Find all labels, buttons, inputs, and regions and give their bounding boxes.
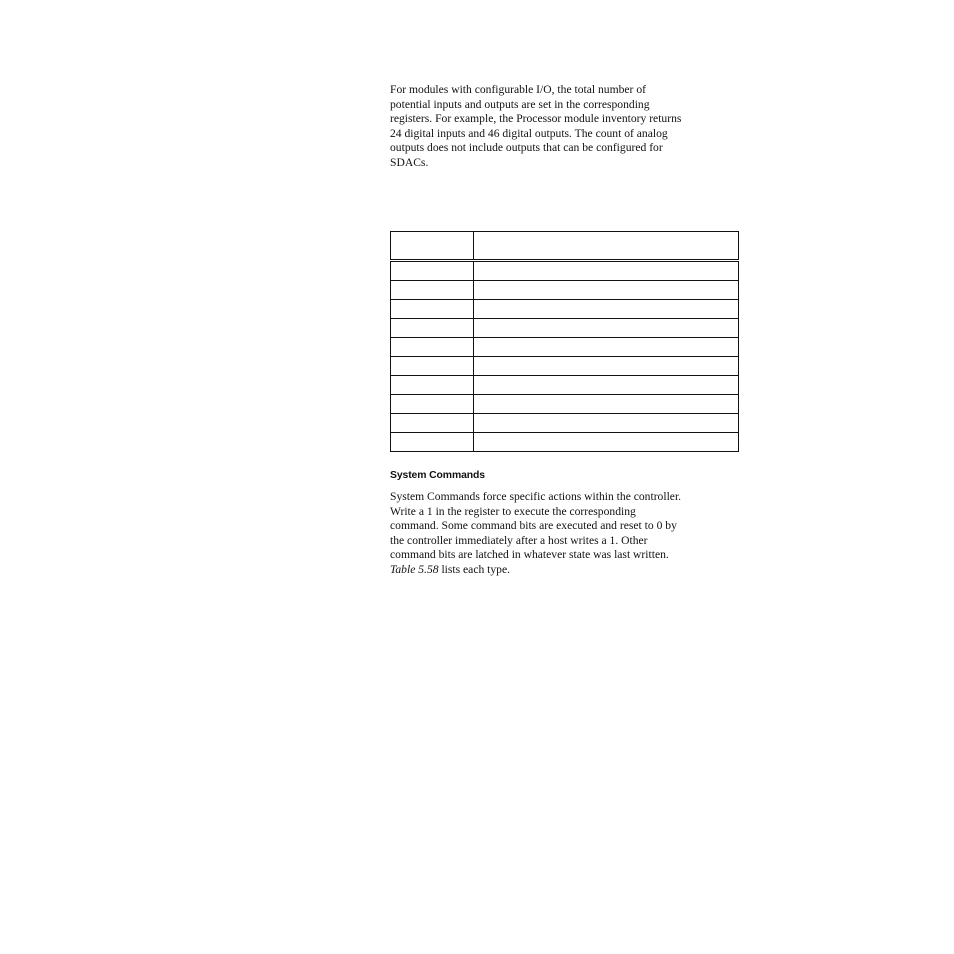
table-cell — [474, 414, 739, 433]
table-reference-suffix: lists each type. — [438, 562, 511, 576]
table-cell — [391, 300, 474, 319]
table-cell — [474, 395, 739, 414]
register-table — [390, 231, 739, 452]
table-row — [391, 395, 739, 414]
table-cell — [391, 338, 474, 357]
table-cell — [474, 300, 739, 319]
table-cell — [474, 261, 739, 281]
intro-paragraph: For modules with configurable I/O, the total number of potential inputs and outputs are set in the corresponding registers. For example, the Processor module inventory returns 24 digital inputs and 46 digital outputs. The count of analog outputs does not include outputs that can be configured for SDACs. — [390, 83, 682, 169]
table-cell — [391, 281, 474, 300]
table-row — [391, 376, 739, 395]
table-row — [391, 338, 739, 357]
section-paragraph: System Commands force specific actions within the controller. Write a 1 in the register to execute the corresponding command. Some command bits are executed and reset to 0 by the controller immediately after a host writes a 1. Other command bits are latched in whatever state was last written. — [390, 490, 682, 562]
table-row — [391, 281, 739, 300]
table-row — [391, 319, 739, 338]
table-header-cell — [474, 232, 739, 261]
table-cell — [474, 319, 739, 338]
table-row — [391, 261, 739, 281]
section-heading: System Commands — [390, 470, 485, 481]
table-cell — [474, 433, 739, 452]
section-body — [390, 490, 740, 578]
table-cell — [391, 261, 474, 281]
table-reference-line — [390, 563, 740, 578]
table-cell — [391, 433, 474, 452]
table-row — [391, 433, 739, 452]
table-cell — [474, 281, 739, 300]
table-row — [391, 414, 739, 433]
table-cell — [391, 376, 474, 395]
table-cell — [474, 376, 739, 395]
table-reference-link[interactable]: Table 5.58 — [390, 562, 439, 576]
table-header-cell — [391, 232, 474, 261]
table-cell — [391, 395, 474, 414]
table-row — [391, 357, 739, 376]
table-cell — [474, 357, 739, 376]
table-row — [391, 300, 739, 319]
table-header-row — [391, 232, 739, 261]
table-cell — [391, 357, 474, 376]
table-cell — [391, 319, 474, 338]
table-cell — [391, 414, 474, 433]
table-cell — [474, 338, 739, 357]
